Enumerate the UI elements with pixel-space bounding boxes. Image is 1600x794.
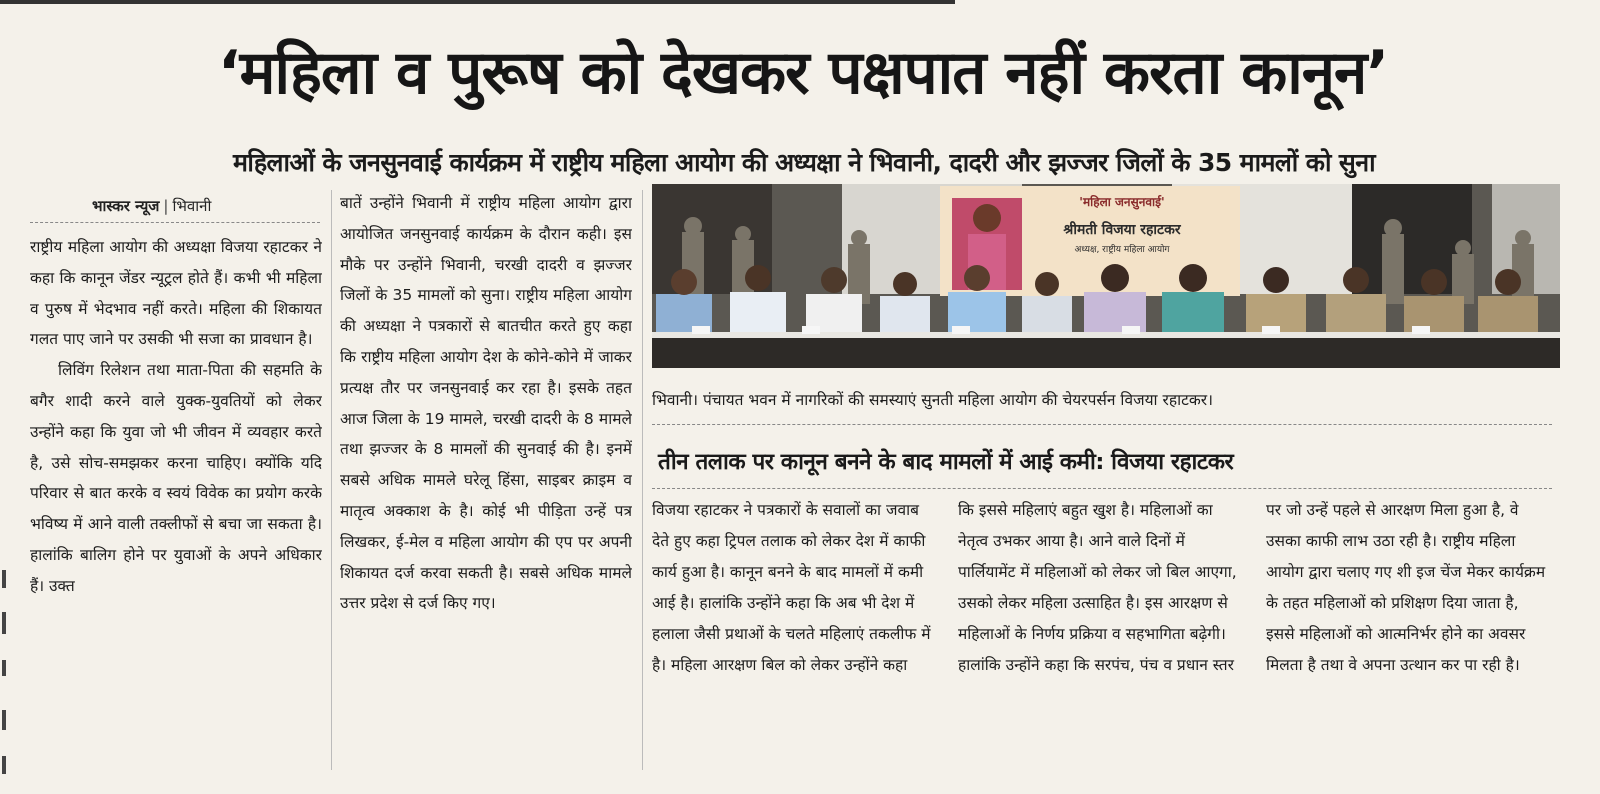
column2-paragraph-1: बातें उन्होंने भिवानी में राष्ट्रीय महिला आयोग द्वारा आयोजित जनसुनवाई कार्यक्रम के दौरान कही। इस मौके पर उन्होंने भिवानी, चरखी दादरी व झज्जर जिलों के 35 मामलों को सुना। राष्ट्रीय महिला आयोग की अध्यक्षा ने पत्रकारों से बातचीत करते हुए कहा कि राष्ट्रीय महिला आयोग देश के कोने-कोने में जाकर प्रत्यक्ष तौर पर जनसुनवाई कर रहा है। इसके तहत आज जिला के 19 मामले, चरखी दादरी के 8 मामले तथा झज्जर के 8 मामलों की सुनवाई की है। इनमें सबसे अधिक मामले घरेलू हिंसा, साइबर क्राइम व मातृत्व अक्काश के है। कोई भी पीड़िता उन्हें पत्र लिखकर, ई-मेल व महिला आयोग की एप पर अपनी शिकायत दर्ज करवा सकती है। सबसे अधिक मामले उत्तर प्रदेश से दर्ज किए गए। [340, 194, 632, 613]
headline: ‘महिला व पुरूष को देखकर पक्षपात नहीं करता कानून’ [217, 38, 1389, 108]
subheadline: महिलाओं के जनसुनवाई कार्यक्रम में राष्ट्रीय महिला आयोग की अध्यक्षा ने भिवानी, दादरी और झज्जर जिलों के 35 मामलों को सुना [233, 148, 1375, 177]
secondary-headline-rule [652, 488, 1552, 489]
article-column-5: पर जो उन्हें पहले से आरक्षण मिला हुआ है, वे उसका काफी लाभ उठा रही है। राष्ट्रीय महिला आयोग द्वारा चलाए गए शी इज चेंज मेकर कार्यक्रम के तहत महिलाओं को प्रशिक्षण दिया जाता है, इससे महिलाओं को आत्मनिर्भर होने का अवसर मिलता है तथा वे अपना उत्थान कर पा रही है। [1266, 501, 1546, 674]
photo-banner-title: 'महिला जनसुनवाई' [1079, 195, 1165, 209]
article-column-1 [30, 232, 322, 762]
news-photo [652, 184, 1560, 368]
byline-rule [30, 222, 320, 223]
article-column-3: विजया रहाटकर ने पत्रकारों के सवालों का जवाब देते हुए कहा ट्रिपल तलाक को लेकर देश में काफी कार्य हुआ है। कानून बनने के बाद मामलों में कमी आई है। हालांकि उन्होंने कहा कि अब भी देश में हलाला जैसी प्रथाओं के चलते महिलाएं तकलीफ में है। महिला आरक्षण बिल को लेकर उन्होंने कहा [652, 501, 931, 674]
secondary-headline: तीन तलाक पर कानून बनने के बाद मामलों में आई कमी: विजया रहाटकर [658, 449, 1234, 475]
article-column-4: कि इससे महिलाएं बहुत खुश है। महिलाओं का नेतृत्व उभकर आया है। आने वाले दिनों में पार्लियामेंट में महिलाओं को लेकर जो बिल आएगा, उसको लेकर महिला उत्साहित है। इस आरक्षण से महिलाओं के निर्णय प्रक्रिया व सहभागिता बढ़ेगी। हालांकि उन्होंने कहा कि सरपंच, पंच व प्रधान स्तर [958, 501, 1237, 674]
photo-banner-name: श्रीमती विजया रहाटकर [1063, 222, 1181, 238]
caption-rule [652, 424, 1552, 425]
column1-paragraph-1: राष्ट्रीय महिला आयोग की अध्यक्षा विजया रहाटकर ने कहा कि कानून जेंडर न्यूट्रल होते हैं। कभी भी महिला व पुरुष में भेदभाव नहीं करते। महिला की शिकायत गलत पाए जाने पर उसकी भी सजा का प्रावधान है। [30, 238, 322, 349]
article-column-2 [340, 188, 632, 768]
photo-caption: भिवानी। पंचायत भवन में नागरिकों की समस्याएं सुनती महिला आयोग की चेयरपर्सन विजया रहाटकर। [652, 391, 1214, 409]
byline [92, 192, 292, 220]
byline-separator: | [163, 197, 169, 215]
byline-place: भिवानी [172, 197, 212, 215]
byline-source: भास्कर न्यूज [92, 197, 160, 215]
column-divider [642, 190, 643, 770]
column1-paragraph-2: लिविंग रिलेशन तथा माता-पिता की सहमति के बगैर शादी करने वाले युक्क-युवतियों को लेकर उन्होंने कहा कि युवा जो भी जीवन में व्यवहार करते है, उसे सोच-समझकर करना चाहिए। क्योंकि यदि परिवार से बात करके व स्वयं विवेक का प्रयोग करके भविष्य में आने वाली तक्लीफों से बचा जा सकता है। हालांकि बालिग होने पर युवाओं के अपने अधिकार हैं। उक्त [30, 361, 322, 595]
top-rule [0, 0, 955, 4]
left-edge-fragment [0, 560, 14, 790]
photo-banner-role: अध्यक्ष, राष्ट्रीय महिला आयोग [1074, 245, 1170, 255]
column-divider [331, 190, 332, 770]
